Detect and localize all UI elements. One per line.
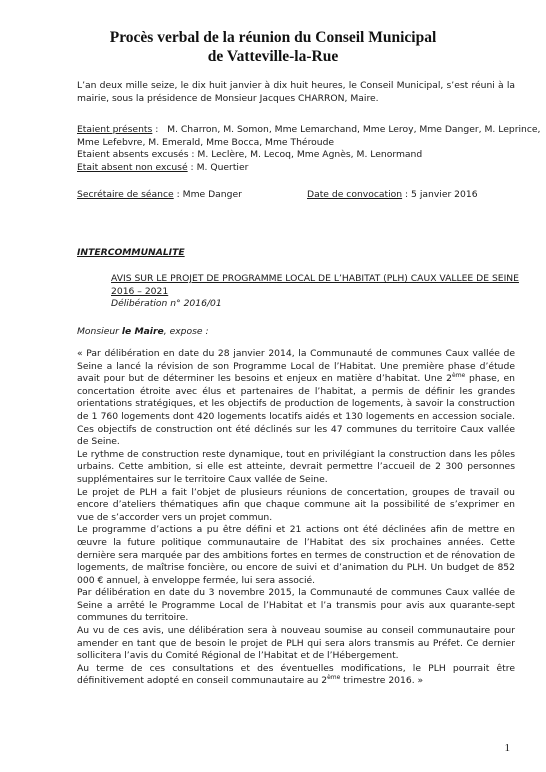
convocation-label: Date de convocation <box>307 189 403 200</box>
present-label: Etaient présents <box>77 124 153 135</box>
unexcused-label: Etait absent non excusé <box>77 161 188 173</box>
paragraph-5: Par délibération en date du 3 novembre 2015, la Communauté de communes Caux vallée de Seine a arrêté le Programme Local de l’Habitat et l’a transmis pour avis aux quarante-sept communes du territoire. <box>77 587 515 624</box>
deliberation-number: Délibération n° 2016/01 <box>111 298 222 310</box>
paragraph-6: Au vu de ces avis, une délibération sera à nouveau soumise au conseil communautaire pour amender en tant que de besoin le projet de PLH qui sera alors transmis au Préfet. Ce dernier sollicitera l’avis du Comité Régional de l’Habitat et de l’Hébergement. <box>77 625 515 662</box>
document-title-line2: de Vatteville-la-Rue <box>207 48 339 65</box>
convocation-value: : 5 janvier 2016 <box>402 189 478 200</box>
unexcused-line <box>77 162 515 175</box>
subject-block <box>111 273 521 311</box>
paragraph-1-part-a: « Par délibération en date du 28 janvier 2014, la Communauté de communes Caux vallée de Seine a lancé la révision de son Programme Local de l’Habitat. Une première phase d’étude avait pour but de déterminer les besoins et enjeux en matière d’habitat. Une 2 <box>77 348 515 385</box>
speaker-role: le Maire <box>121 326 164 337</box>
paragraph-3: Le projet de PLH a fait l’objet de plusieurs réunions de concertation, groupes de travail ou encore d’ateliers thématiques afin que chaque commune ait la possibilité de s’exprimer en vue de s’accorder vers un projet commun. <box>77 486 515 523</box>
paragraph-7-part-b: trimestre 2016. » <box>340 675 424 687</box>
secretary-label: Secrétaire de séance <box>77 189 174 200</box>
unexcused-value: : M. Quertier <box>187 161 249 173</box>
present-separator: : <box>152 124 168 135</box>
paragraph-1 <box>77 348 515 449</box>
subject-line-2: 2016 – 2021 <box>111 285 169 297</box>
paragraph-1-part-b: phase, en concertation étroite avec élus et partenaires de l’habitat, a permis de définir les grandes orientations stratégiques, et les objectifs de production de logements, à savoir la construction de 1 760 logements dont 420 logements locatifs aidés et 130 logements en accession sociale. Ces objectifs de construction ont été déclinés sur les 47 communes du territoire Caux vallée de Seine. <box>77 373 515 448</box>
speaker-line <box>77 326 515 339</box>
present-names-1: M. Charron, M. Somon, Mme Lemarchand, Mme Leroy, Mme Danger, M. Leprince, <box>167 124 541 135</box>
paragraph-4: Le programme d’actions a pu être défini et 21 actions ont été déclinées afin de mettre en œuvre la future politique communautaire de l’Habitat des six prochaines années. Cette dernière sera marquée par des ambitions fortes en termes de construction et de rénovation de logements, de maîtrise foncière, ou encore de suivi et d’animation du PLH. Un budget de 852 000 € annuel, à enveloppe fermée, lui sera associé. <box>77 524 515 586</box>
paragraph-7 <box>77 663 515 688</box>
ordinal-superscript: ème <box>327 674 341 682</box>
document-title-line1: Procès verbal de la réunion du Conseil Municipal <box>109 29 437 46</box>
intro-paragraph: L’an deux mille seize, le dix huit janvier à dix huit heures, le Conseil Municipal, s’est réuni à la mairie, sous la présidence de Monsieur Jacques CHARRON, Maire. <box>77 80 515 104</box>
present-names-2: Mme Lefebvre, M. Emerald, Mme Bocca, Mme Théroude <box>77 136 335 148</box>
speaker-prefix: Monsieur <box>77 326 122 337</box>
speaker-suffix: , expose : <box>163 326 209 337</box>
paragraph-7-part-a: Au terme de ces consultations et des éventuelles modifications, le PLH pourrait être définitivement adopté en conseil communautaire au 2 <box>77 662 515 687</box>
subject-line-1: AVIS SUR LE PROJET DE PROGRAMME LOCAL DE L’HABITAT (PLH) CAUX VALLEE DE SEINE <box>111 273 519 284</box>
convocation-line <box>307 189 515 202</box>
statement-body <box>77 348 515 688</box>
excused-line: Etaient absents excusés : M. Leclère, M. Lecoq, Mme Agnès, M. Lenormand <box>77 149 423 161</box>
page-number: 1 <box>504 742 510 754</box>
paragraph-2: Le rythme de construction reste dynamique, tout en privilégiant la construction dans les pôles urbains. Cette ambition, si elle est atteinte, devrait permettre l’accueil de 2 300 personnes supplémentaires sur le territoire Caux vallée de Seine. <box>77 448 515 485</box>
attendance-block <box>77 124 541 174</box>
present-line-1 <box>77 124 541 137</box>
section-heading: INTERCOMMUNALITE <box>77 247 185 258</box>
secretary-value: : Mme Danger <box>173 189 242 200</box>
ordinal-superscript: ème <box>452 372 466 380</box>
